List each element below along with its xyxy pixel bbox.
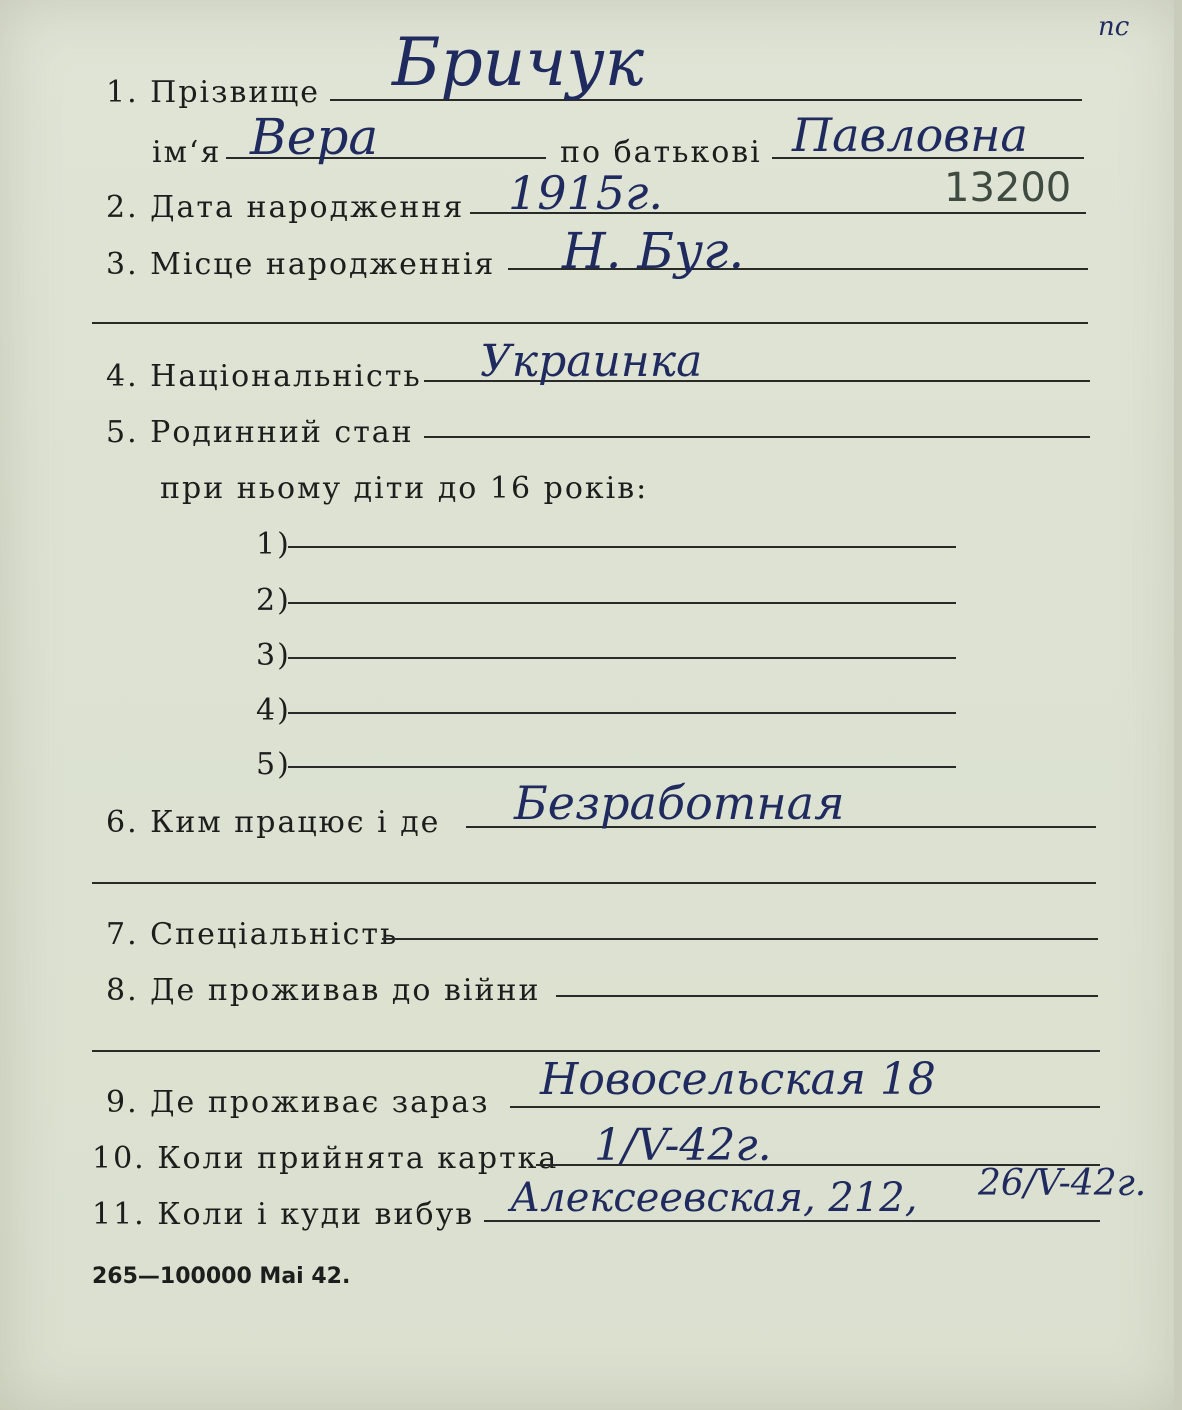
patronymic-label: по батькові [560,135,762,170]
specialty-line [382,938,1098,940]
child-line-5 [288,766,956,768]
current-address-line [510,1106,1100,1108]
child-line-3 [288,657,956,659]
prewar-residence-label: 8. Де проживав до війни [106,973,541,1008]
work-label: 6. Ким працює і де [106,805,441,840]
birth-date-value: 1915г. [508,166,663,220]
child-line-4 [288,712,956,714]
print-run-footer: 265—100000 Mai 42. [92,1264,351,1289]
child-line-1 [288,546,956,548]
card-accepted-value: 1/V-42г. [594,1120,772,1171]
corner-note: пс [1098,12,1130,42]
prewar-residence-line [556,995,1098,997]
surname-label: 1. Прізвище [106,75,321,110]
nationality-label: 4. Національність [106,359,422,394]
child-slot-1: 1) [256,527,291,562]
work-line-2 [92,882,1096,884]
birth-place-value: Н. Буг. [562,222,745,280]
child-slot-5: 5) [256,747,291,782]
current-address-label: 9. Де проживає зараз [106,1085,490,1120]
number-value: 13200 [944,165,1072,211]
child-slot-3: 3) [256,638,291,673]
birth-place-label: 3. Місце народженнія [106,247,496,282]
surname-value: Бричук [392,24,645,101]
marital-status-label: 5. Родинний стан [106,415,414,450]
child-line-2 [288,602,956,604]
birth-place-line-2 [92,322,1088,324]
work-value: Безработная [514,776,845,830]
departed-label: 11. Коли і куди вибув [92,1197,475,1232]
children-label: при ньому діти до 16 років: [160,471,649,506]
departed-where-value: Алексеевская, 212, [510,1175,918,1221]
specialty-label: 7. Спеціальність [106,917,399,952]
departed-when-value: 26/V-42г. [978,1163,1147,1204]
marital-status-line [424,436,1090,438]
patronymic-value: Павловна [792,108,1028,162]
nationality-value: Украинка [480,336,703,387]
birth-date-label: 2. Дата народження [106,190,465,225]
child-slot-4: 4) [256,693,291,728]
first-name-label: ім‘я [152,135,222,170]
child-slot-2: 2) [256,583,291,618]
prewar-residence-line-2 [92,1050,1100,1052]
card-accepted-label: 10. Коли прийнята картка [92,1141,559,1176]
first-name-value: Вера [250,108,379,166]
card-edge [1174,0,1182,1410]
current-address-value: Новосельская 18 [540,1054,936,1105]
